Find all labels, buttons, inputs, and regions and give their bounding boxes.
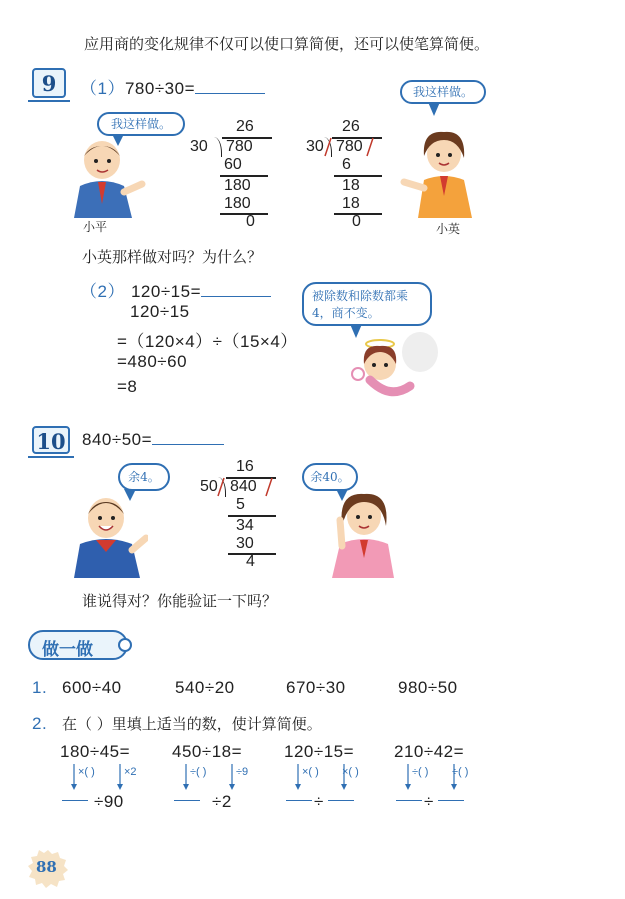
op-right: ÷( ): [452, 766, 469, 778]
op-right: ×( ): [342, 766, 359, 778]
calc-step: =8: [117, 377, 138, 396]
division-row: 30: [236, 535, 254, 552]
dividend: 780: [336, 138, 363, 155]
badge-underline-decor: [28, 98, 70, 102]
op-left: ×( ): [78, 766, 95, 778]
op-left: ÷( ): [412, 766, 429, 778]
division-row: 18: [342, 195, 360, 212]
cross-out-zero-marks: [323, 136, 383, 158]
division-row: 180: [224, 177, 251, 194]
quotient: 26: [342, 118, 360, 135]
girl-xiaoying-illustration: [400, 126, 480, 218]
q2-item: [172, 742, 282, 812]
answer-blank[interactable]: [62, 800, 88, 801]
name-xiaoying: 小英: [436, 222, 461, 236]
divisor: 30: [306, 138, 324, 155]
answer-blank[interactable]: [152, 444, 224, 445]
op-right: ÷9: [236, 766, 249, 778]
division-row: 34: [236, 517, 254, 534]
answer-blank[interactable]: [286, 800, 312, 801]
ex10-question: 谁说得对？你能验证一下吗？: [82, 592, 278, 610]
q2-item: [60, 742, 170, 812]
q2-instruction: 在（ ）里填上适当的数，使计算简便。: [62, 715, 322, 733]
q2-expr: 210÷42=: [394, 742, 465, 761]
op-left: ÷( ): [190, 766, 207, 778]
bubble-tail: [428, 102, 440, 116]
q2-item: [284, 742, 394, 812]
division-row: 5: [236, 496, 245, 513]
speech-bubble-right-9: 我这样做。: [400, 80, 486, 104]
q2-result: ÷: [424, 792, 434, 811]
ex9-question: 小英那样做对吗？为什么？: [82, 248, 263, 266]
division-row: 6: [342, 156, 351, 173]
quotient: 16: [236, 458, 254, 475]
speech-bubble-right-10: 余40。: [302, 463, 358, 491]
dividend: 840: [230, 478, 257, 495]
divisor: 30: [190, 138, 208, 155]
cross-out-zero-marks: [216, 476, 280, 498]
quotient: 26: [236, 118, 254, 135]
ex10-expr: 840÷50=: [82, 430, 224, 450]
q2-result: ÷2: [212, 792, 232, 811]
practice-title: 做一做: [42, 640, 93, 660]
bubble-tail: [112, 134, 124, 146]
calc-step: =480÷60: [117, 352, 188, 371]
op-right: ×2: [124, 766, 137, 778]
q2-expr: 450÷18=: [172, 742, 243, 761]
calc-step: =（120×4）÷（15×4）: [117, 332, 298, 351]
q2-result: ÷90: [94, 792, 124, 811]
title-badge-decor: [118, 638, 132, 652]
speech-bubble-left-10: 余4。: [118, 463, 170, 491]
dividend: 780: [226, 138, 253, 155]
badge-underline-decor: [28, 454, 74, 458]
answer-blank[interactable]: [195, 93, 265, 94]
division-row: 4: [246, 553, 255, 570]
answer-blank[interactable]: [201, 296, 271, 297]
q2-number: 2.: [32, 714, 48, 733]
q1-item: 670÷30: [286, 678, 346, 697]
q1-item: 540÷20: [175, 678, 235, 697]
division-row: 0: [246, 213, 255, 230]
q2-result: ÷: [314, 792, 324, 811]
op-left: ×( ): [302, 766, 319, 778]
page-number: 88: [36, 858, 57, 876]
example-10-badge: 10: [32, 426, 70, 454]
division-bracket: [214, 137, 222, 157]
girl-illustration: [322, 486, 402, 578]
example-9-badge: 9: [32, 68, 66, 98]
division-row: 18: [342, 177, 360, 194]
practice-title-badge: [28, 630, 128, 660]
name-xiaoping: 小平: [83, 220, 108, 234]
speech-bubble-angel: 被除数和除数都乘4，商不变。: [302, 282, 432, 326]
calc-step: 120÷15: [130, 302, 190, 321]
division-row: 60: [224, 156, 242, 173]
angel-illustration: [340, 330, 440, 402]
ex9-part1: （1）780÷30=: [80, 74, 265, 99]
boy-illustration: [66, 488, 148, 578]
divisor: 50: [200, 478, 218, 495]
division-row: 180: [224, 195, 251, 212]
q2-item: [394, 742, 504, 812]
boy-xiaoping-illustration: [62, 134, 146, 218]
answer-blank[interactable]: [174, 800, 200, 801]
division-row: 0: [352, 213, 361, 230]
q1-item: 600÷40: [62, 678, 122, 697]
answer-blank[interactable]: [328, 800, 354, 801]
answer-blank[interactable]: [396, 800, 422, 801]
ex9-part2: （2） 120÷15=: [80, 277, 271, 302]
intro-text: 应用商的变化规律不仅可以使口算简便，还可以使笔算简便。: [84, 35, 490, 53]
q1-item: 980÷50: [398, 678, 458, 697]
q2-expr: 180÷45=: [60, 742, 131, 761]
speech-bubble-left-9: 我这样做。: [97, 112, 185, 136]
q1-number: 1.: [32, 678, 48, 697]
answer-blank[interactable]: [438, 800, 464, 801]
q2-expr: 120÷15=: [284, 742, 355, 761]
